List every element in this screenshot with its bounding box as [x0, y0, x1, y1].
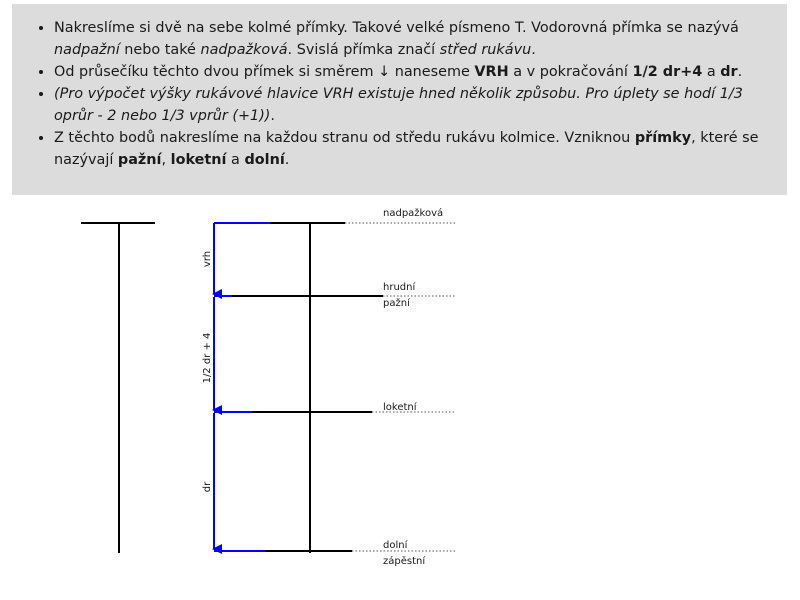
- instruction-text-segment: VRH: [474, 64, 509, 80]
- vrh-label: vrh: [202, 250, 213, 268]
- instruction-item-4: [54, 127, 775, 171]
- hrudni-label: hrudní: [383, 282, 416, 293]
- instruction-text-segment: . Svislá přímka značí: [287, 42, 440, 58]
- instruction-text-segment: dr: [720, 64, 738, 80]
- half-dr-label: 1/2 dr + 4: [202, 332, 213, 384]
- instruction-item-2: [54, 61, 775, 83]
- instruction-text-segment: .: [531, 42, 536, 58]
- instruction-text-segment: přímky: [634, 130, 692, 146]
- instruction-text-segment: dolní: [244, 152, 285, 168]
- pazni-label: pažní: [383, 298, 410, 309]
- instruction-text-segment: a: [702, 64, 721, 80]
- instruction-text-segment: .: [737, 64, 743, 80]
- nadpazkova-label: nadpažková: [383, 208, 444, 219]
- instruction-text-segment: a: [226, 152, 245, 168]
- instruction-text-segment: ,: [161, 152, 171, 168]
- instruction-text-segment: , které se nazývají: [54, 130, 759, 168]
- instruction-text-segment: 1/2 dr+4: [632, 64, 703, 80]
- instruction-text-segment: nadpažní: [54, 42, 120, 58]
- instruction-text-segment: .: [270, 108, 275, 124]
- loketni-label: loketní: [383, 402, 417, 413]
- instruction-text-segment: Z těchto bodů nakreslíme na každou stranu od středu rukávu kolmice. Vzniknou: [54, 130, 635, 146]
- instruction-text-segment: a v pokračování: [508, 64, 633, 80]
- dolni-label: dolní: [383, 540, 408, 551]
- instructions-panel: [12, 4, 787, 195]
- sleeve-construction: [202, 207, 455, 567]
- dr-label: dr: [202, 481, 213, 493]
- instruction-text-segment: nebo také: [119, 42, 201, 58]
- sleeve-diagram: [0, 195, 800, 600]
- instruction-item-1: [54, 17, 775, 61]
- instruction-text-segment: Od průsečíku těchto dvou přímek si směrem ↓ naneseme: [54, 64, 475, 80]
- instruction-text-segment: pažní: [117, 152, 162, 168]
- instruction-text-segment: nadpažková: [200, 42, 288, 58]
- zapestni-label: zápěstní: [383, 556, 426, 567]
- instruction-text-segment: .: [284, 152, 290, 168]
- instruction-text-segment: loketní: [170, 152, 227, 168]
- instruction-text-segment: (Pro výpočet výšky rukávové hlavice VRH existuje hned několik způsobu. Pro úplety se hodí 1/3 oprůr - 2 nebo 1/3 vprůr (+1)): [54, 86, 743, 124]
- instruction-text-segment: střed rukávu: [439, 42, 532, 58]
- instruction-text-segment: Nakreslíme si dvě na sebe kolmé přímky. Takové velké písmeno T. Vodorovná přímka se nazývá: [54, 20, 739, 36]
- t-shape: [81, 223, 155, 553]
- instructions-list: [28, 17, 775, 171]
- instruction-item-3: [54, 83, 775, 127]
